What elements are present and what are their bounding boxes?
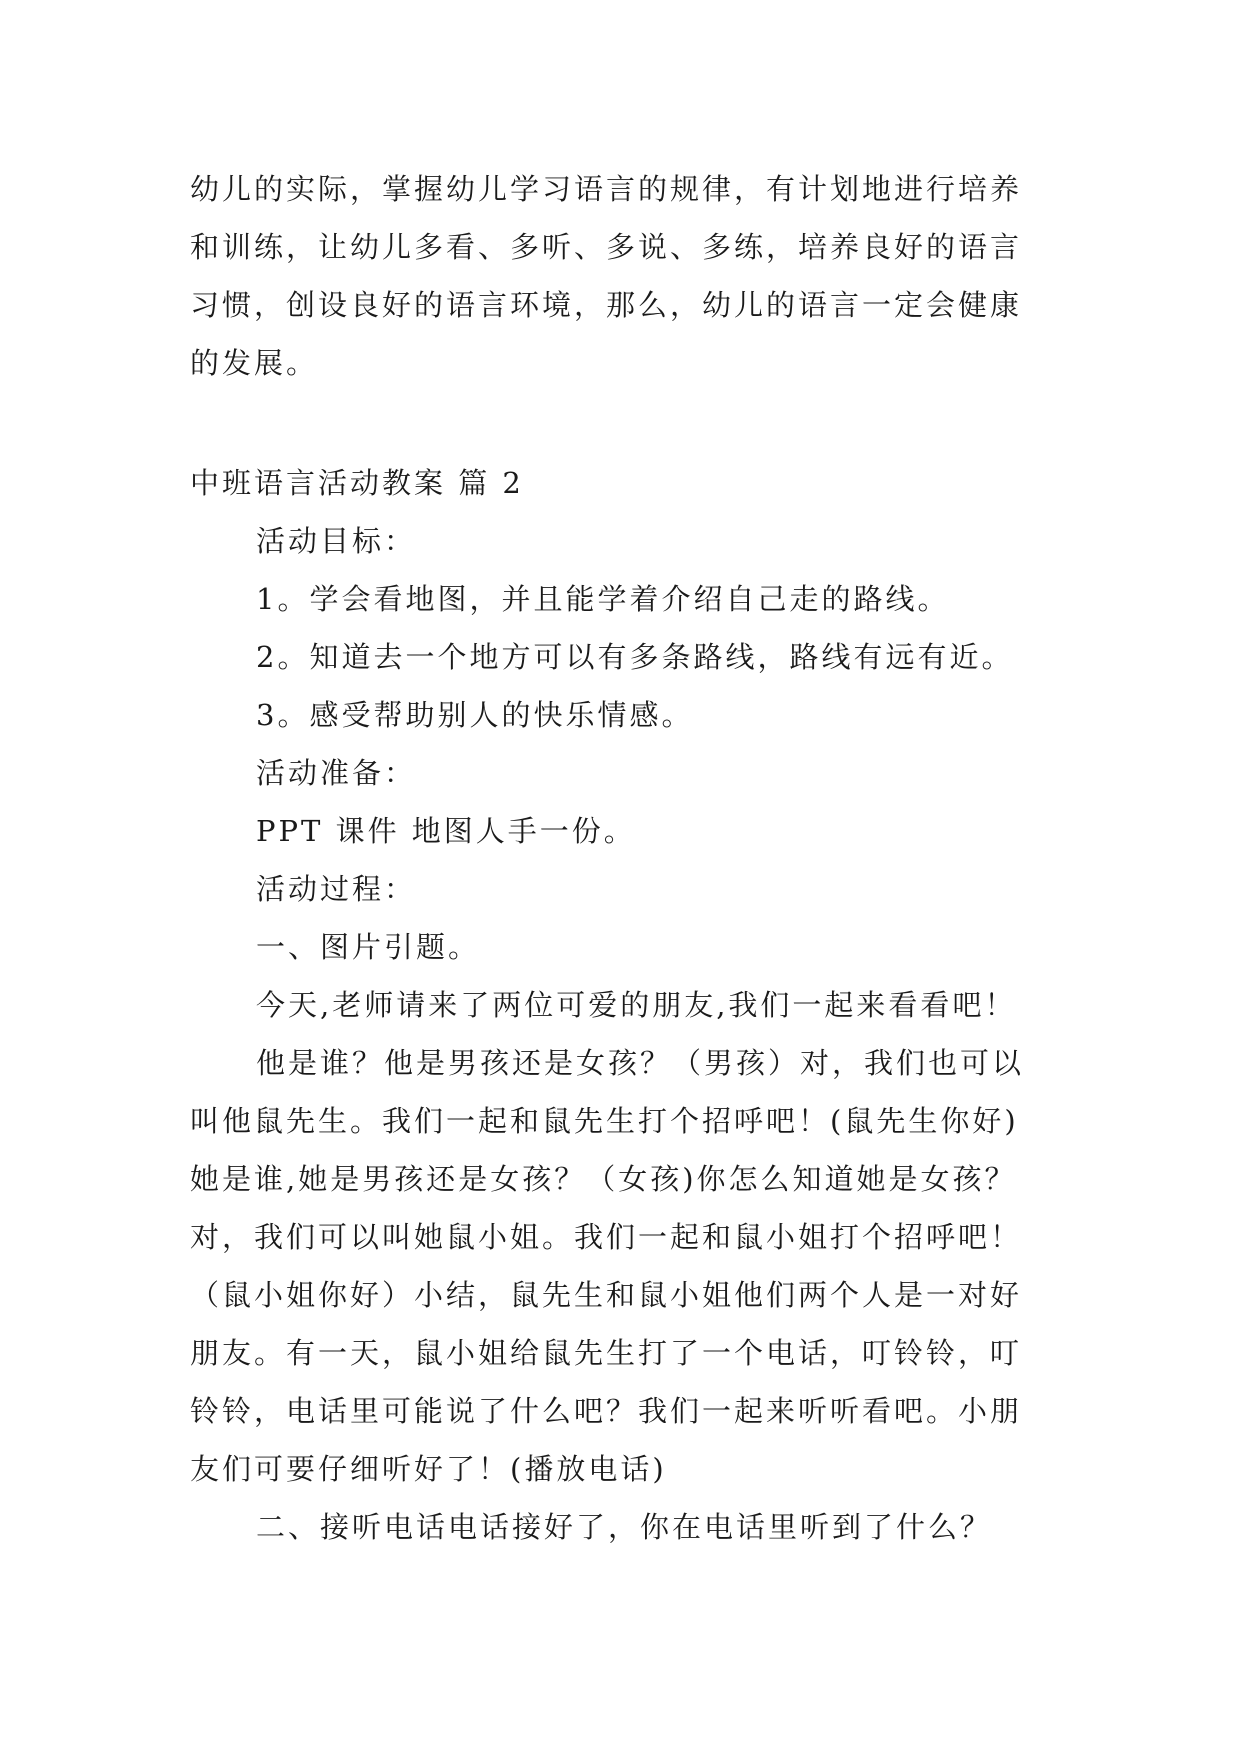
process-heading: 活动过程： xyxy=(256,872,417,906)
goal-item-3: 3。感受帮助别人的快乐情感。 xyxy=(256,698,694,732)
step1-body-line-3: 她是谁,她是男孩还是女孩？（女孩)你怎么知道她是女孩？ xyxy=(190,1162,1017,1196)
goal-item-2: 2。知道去一个地方可以有多条路线，路线有远有近。 xyxy=(256,640,1014,674)
step1-body-line-2: 叫他鼠先生。我们一起和鼠先生打个招呼吧！(鼠先生你好) xyxy=(190,1104,1019,1138)
step2-text: 二、接听电话电话接好了，你在电话里听到了什么？ xyxy=(256,1510,993,1544)
step1-body-line-7: 铃铃，电话里可能说了什么吧？我们一起来听听看吧。小朋 xyxy=(190,1394,1023,1428)
intro-line-1: 幼儿的实际，掌握幼儿学习语言的规律，有计划地进行培养 xyxy=(190,172,1023,206)
step1-heading: 一、图片引题。 xyxy=(256,930,481,964)
step1-intro: 今天,老师请来了两位可爱的朋友,我们一起来看看吧！ xyxy=(256,988,1017,1022)
document-body xyxy=(190,160,1070,1556)
intro-line-2: 和训练，让幼儿多看、多听、多说、多练，培养良好的语言 xyxy=(190,230,1023,264)
goals-heading: 活动目标： xyxy=(256,524,417,558)
prep-heading: 活动准备： xyxy=(256,756,417,790)
goal-item-1: 1。学会看地图，并且能学着介绍自己走的路线。 xyxy=(256,582,950,616)
step1-body-line-8: 友们可要仔细听好了！(播放电话) xyxy=(190,1452,667,1486)
prep-text: PPT 课件 地图人手一份。 xyxy=(256,814,636,848)
intro-line-4: 的发展。 xyxy=(190,346,319,380)
step1-body-line-5: （鼠小姐你好）小结，鼠先生和鼠小姐他们两个人是一对好 xyxy=(190,1278,1023,1312)
step1-body-line-4: 对，我们可以叫她鼠小姐。我们一起和鼠小姐打个招呼吧！ xyxy=(190,1220,1023,1254)
step1-body-line-6: 朋友。有一天，鼠小姐给鼠先生打了一个电话，叮铃铃，叮 xyxy=(190,1336,1023,1370)
intro-line-3: 习惯，创设良好的语言环境，那么，幼儿的语言一定会健康 xyxy=(190,288,1023,322)
step1-body-line-1: 他是谁？他是男孩还是女孩？（男孩）对，我们也可以 xyxy=(256,1046,1025,1080)
section-title: 中班语言活动教案 篇 2 xyxy=(190,466,524,500)
